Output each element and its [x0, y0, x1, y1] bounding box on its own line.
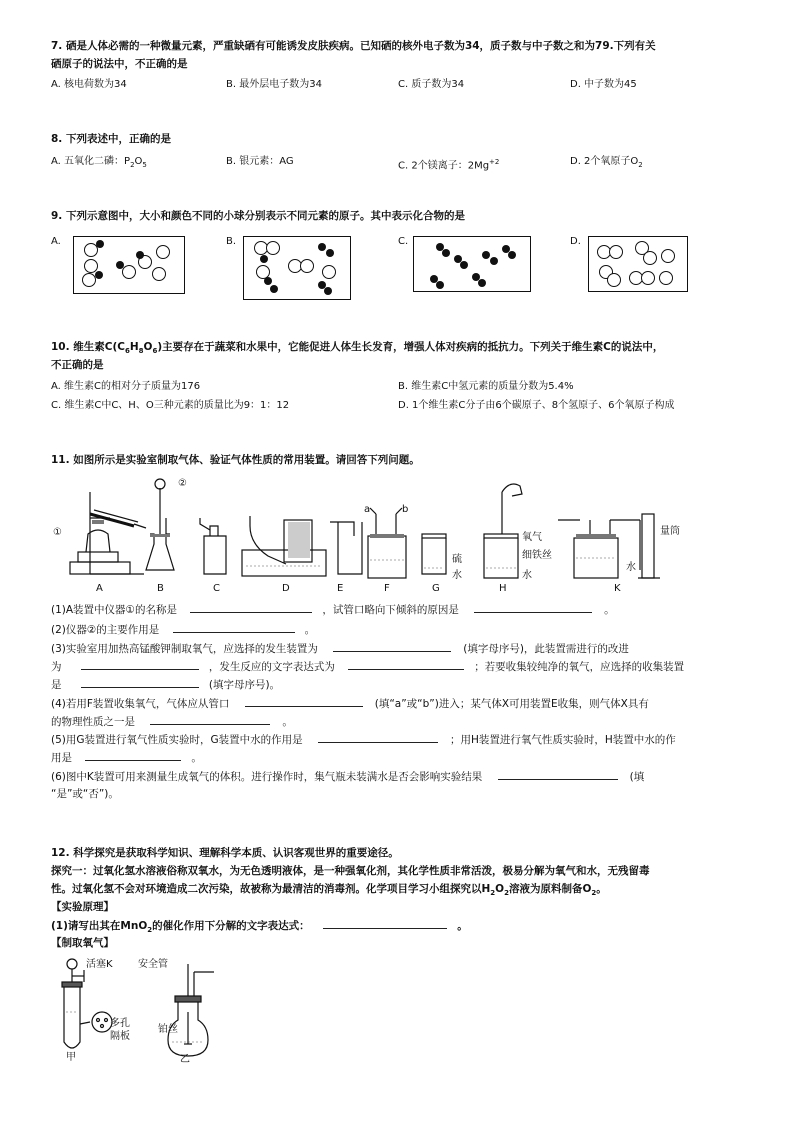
h-wire-label: 细铁丝: [522, 550, 552, 561]
q11-line-2: (2)仪器②的主要作用是 。: [51, 620, 315, 639]
platinum-wire-label: 铂丝: [158, 1024, 178, 1035]
label-b: b: [402, 504, 409, 515]
q9-label-a: A.: [51, 236, 61, 247]
blank-4-2[interactable]: [348, 657, 464, 670]
q12-heading-produce: 【制取氧气】: [51, 937, 114, 949]
q9-box-b: [243, 236, 351, 300]
q8-option-c: C. 2个镁离子：$2Mg^{+2}$: [398, 158, 500, 172]
safety-tube-label: 安全管: [138, 959, 168, 970]
q7-stem-line2: 硒原子的说法中，不正确的是: [51, 58, 188, 70]
q10-option-d: D. 1个维生素C分子由6个碳原子、8个氢原子、6个氧原子构成: [398, 400, 675, 411]
mark-1: ①: [53, 527, 62, 538]
k-water-label: 水: [626, 562, 636, 573]
blank-7[interactable]: [150, 712, 270, 725]
q9-box-d: [588, 236, 688, 292]
q10-option-b: B. 维生素C中氢元素的质量分数为5.4%: [398, 381, 574, 392]
k-cylinder-label: 量筒: [660, 526, 680, 537]
q12-heading-principle: 【实验原理】: [51, 901, 114, 913]
q11-line-4: 为 ，发生反应的文字表达式为 ；若要收集较纯净的氧气，应选择的收集装置: [51, 657, 684, 676]
q11-line-3: (3)实验室用加热高锰酸钾制取氧气，应选择的发生装置为 (填字母序号)，此装置需进行的改进: [51, 639, 629, 658]
q7-option-b: B. 最外层电子数为34: [226, 79, 322, 90]
q10-stem-line1: 10. 维生素$C(C_6H_8O_6)$主要存在于蔬菜和水果中，它能促进人体生长发育，增强人体对疾病的抵抗力。下列关于维生素C的说法中，: [51, 341, 664, 356]
h-water-label: 水: [522, 570, 532, 581]
blank-9[interactable]: [85, 748, 181, 761]
label-jia: 甲: [66, 1052, 76, 1063]
app-label-c: C: [213, 583, 220, 594]
q11-line-7: 的物理性质之一是 。: [51, 712, 293, 731]
q8-stem: 8. 下列表述中，正确的是: [51, 133, 171, 145]
blank-1-1[interactable]: [190, 600, 312, 613]
q8-option-d: D. 2个氧原子$O_2$: [570, 156, 643, 169]
q11-line-10: (6)图中K装置可用来测量生成氧气的体积。进行操作时，集气瓶未装满水是否会影响实验结果 (填: [51, 767, 644, 786]
q7-stem-line1: 7. 硒是人体必需的一种微量元素，严重缺硒有可能诱发皮肤疾病。已知硒的核外电子数为34，质子数与中子数之和为79.下列有关: [51, 40, 656, 52]
q11-line-11: “是”或“否”)。: [51, 788, 119, 800]
blank-1-2[interactable]: [474, 600, 592, 613]
mark-2: ②: [178, 478, 187, 489]
app-label-g: G: [432, 583, 440, 594]
g-sulfur-label: 硫: [452, 554, 462, 565]
q7-option-a: A. 核电荷数为34: [51, 79, 127, 90]
q9-label-d: D.: [570, 236, 581, 247]
q10-stem-line2: 不正确的是: [51, 359, 104, 371]
q8-option-b: B. 银元素：AG: [226, 156, 294, 167]
q9-label-b: B.: [226, 236, 237, 247]
q11-line-9: 用是 。: [51, 748, 202, 767]
blank-10[interactable]: [498, 767, 618, 780]
label-yi: 乙: [180, 1054, 190, 1065]
blank-4-1[interactable]: [81, 657, 199, 670]
app-label-e: E: [337, 583, 344, 594]
blank-3[interactable]: [333, 639, 451, 652]
valve-k-label: 活塞K: [86, 959, 113, 970]
blank-8[interactable]: [318, 730, 438, 743]
q10-option-a: A. 维生素C的相对分子质量为176: [51, 381, 201, 392]
q12-para-2: 性。过氧化氢不会对环境造成二次污染，故被称为最清洁的消毒剂。化学项目学习小组探究以$H_2O_2$溶液为原料制备$O_2$。: [51, 883, 607, 898]
q11-line-6: (4)若用F装置收集氧气，气体应从管口 (填“a”或“b”)进入；某气体X可用装置E收集，则气体X具有: [51, 694, 649, 713]
q9-stem: 9. 下列示意图中，大小和颜色不同的小球分别表示不同元素的原子。其中表示化合物的是: [51, 210, 465, 222]
q12-para-1: 探究一：过氧化氢水溶液俗称双氧水，为无色透明液体，是一种强氧化剂，其化学性质非常活泼，极易分解为氧气和水，无残留毒: [51, 865, 650, 877]
g-water-label: 水: [452, 570, 462, 581]
q10-option-c: C. 维生素C中C、H、O三种元素的质量比为9：1：12: [51, 400, 290, 411]
app-label-k: K: [614, 583, 621, 594]
q7-option-c: C. 质子数为34: [398, 79, 465, 90]
q11-line-8: (5)用G装置进行氧气性质实验时，G装置中水的作用是 ；用H装置进行氧气性质实验时，H装置中水的作: [51, 730, 676, 749]
q11-line-1: (1)A装置中仪器①的名称是 ，试管口略向下倾斜的原因是 。: [51, 600, 615, 619]
q11-line-5: 是 (填字母序号)。: [51, 675, 280, 694]
q9-label-c: C.: [398, 236, 409, 247]
q9-box-a: [73, 236, 185, 294]
porous-plate-label-2: 隔板: [110, 1031, 130, 1042]
blank-2[interactable]: [173, 620, 295, 633]
app-label-f: F: [384, 583, 390, 594]
label-a: a: [364, 504, 371, 515]
q12-line-1: (1)请写出其在MnO$_2$的催化作用下分解的文字表达式： 。: [51, 916, 468, 939]
blank-12-1[interactable]: [323, 916, 447, 929]
q7-option-d: D. 中子数为45: [570, 79, 637, 90]
app-label-h: H: [499, 583, 507, 594]
blank-6[interactable]: [245, 694, 363, 707]
app-label-d: D: [282, 583, 290, 594]
q11-stem: 11. 如图所示是实验室制取气体、验证气体性质的常用装置。请回答下列问题。: [51, 454, 420, 466]
app-label-b: B: [157, 583, 164, 594]
q11-apparatus-figure: [50, 474, 700, 600]
q12-stem: 12. 科学探究是获取科学知识、理解科学本质、认识客观世界的重要途径。: [51, 847, 399, 859]
h-oxygen-label: 氧气: [522, 532, 542, 543]
porous-plate-label-1: 多孔: [110, 1018, 130, 1029]
blank-5[interactable]: [81, 675, 199, 688]
q9-box-c: [413, 236, 531, 292]
app-label-a: A: [96, 583, 103, 594]
q8-option-a: A. 五氧化二磷：$P_2O_5$: [51, 156, 147, 169]
